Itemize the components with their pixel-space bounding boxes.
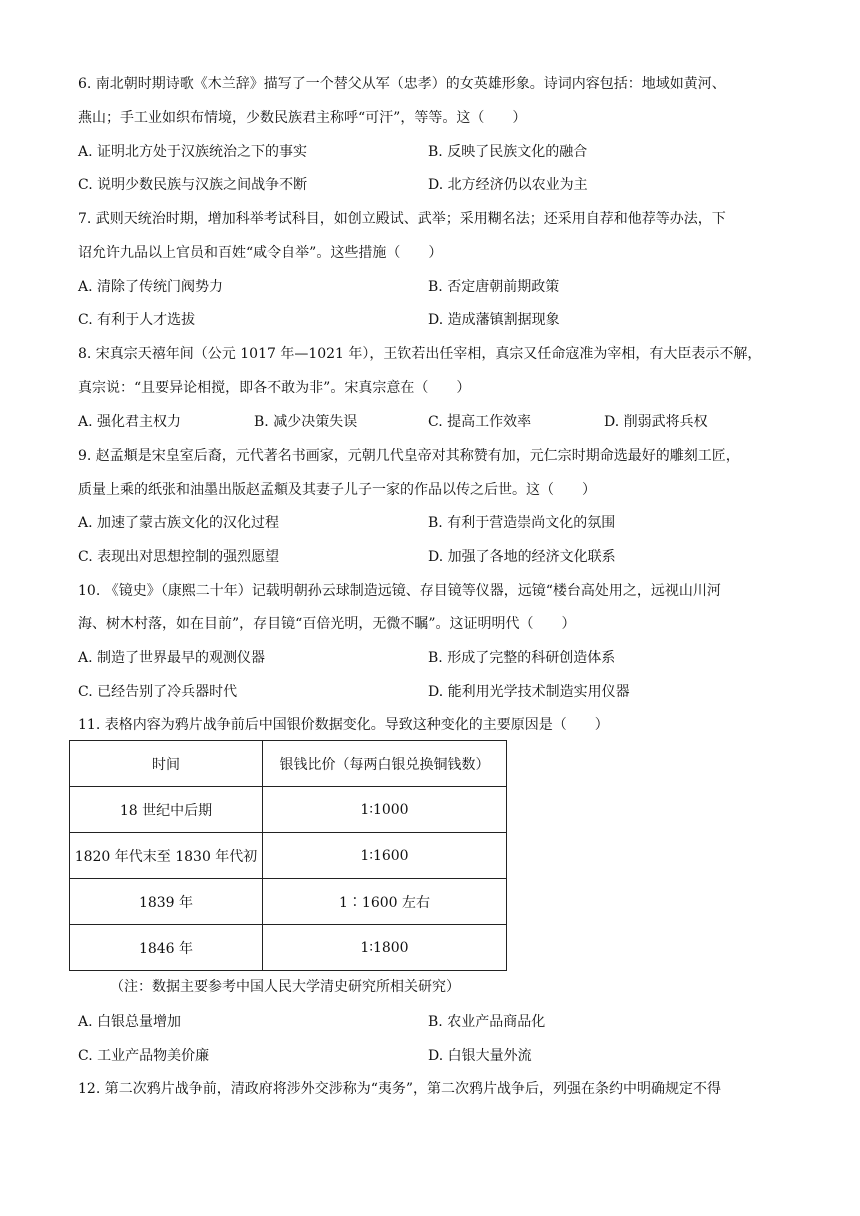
question-9-option-b: B. 有利于营造崇尚文化的氛围	[428, 515, 616, 531]
question-8-option-d: D. 削弱武将兵权	[604, 414, 708, 430]
table-cell: 1∶1600 左右	[263, 879, 507, 925]
question-6-line-1: 6. 南北朝时期诗歌《木兰辞》描写了一个替父从军（忠孝）的女英雄形象。诗词内容包括：地域如黄河、	[78, 76, 726, 92]
question-6-option-b: B. 反映了民族文化的融合	[428, 144, 588, 160]
question-12-line-1: 12. 第二次鸦片战争前，清政府将涉外交涉称为“夷务”，第二次鸦片战争后，列强在条约中明确规定不得	[78, 1081, 722, 1097]
question-10-option-a: A. 制造了世界最早的观测仪器	[78, 650, 266, 666]
question-9-line-1: 9. 赵孟頫是宋皇室后裔，元代著名书画家，元朝几代皇帝对其称赞有加，元仁宗时期命选最好的雕刻工匠，	[78, 448, 740, 464]
question-7-option-a: A. 清除了传统门阀势力	[78, 279, 224, 295]
table-cell: 1∶1800	[263, 925, 507, 971]
table-cell: 18 世纪中后期	[70, 787, 263, 833]
table-header-row	[70, 741, 507, 787]
question-6-line-2: 燕山；手工业如织布情境，少数民族君主称呼“可汗”，等等。这（ ）	[78, 110, 527, 126]
table-row	[70, 787, 507, 833]
question-8-option-c: C. 提高工作效率	[428, 414, 532, 430]
table-cell: 1846 年	[70, 925, 263, 971]
question-8-line-2: 真宗说：“且要异论相搅，即各不敢为非”。宋真宗意在（ ）	[78, 380, 471, 396]
question-7-option-c: C. 有利于人才选拔	[78, 312, 196, 328]
table-cell: 1∶1000	[263, 787, 507, 833]
question-7-line-1: 7. 武则天统治时期，增加科举考试科目，如创立殿试、武举；采用糊名法；还采用自荐和他荐等办法，下	[78, 211, 726, 227]
question-11-option-c: C. 工业产品物美价廉	[78, 1048, 210, 1064]
question-11-option-b: B. 农业产品商品化	[428, 1014, 546, 1030]
table-header-cell: 时间	[70, 741, 263, 787]
question-11-option-d: D. 白银大量外流	[428, 1048, 532, 1064]
question-9-line-2: 质量上乘的纸张和油墨出版赵孟頫及其妻子儿子一家的作品以传之后世。这（ ）	[78, 482, 596, 498]
question-9-option-c: C. 表现出对思想控制的强烈愿望	[78, 549, 280, 565]
question-8-line-1: 8. 宋真宗天禧年间（公元 1017 年—1021 年），王钦若出任宰相，真宗又任命寇准为宰相，有大臣表示不解，	[78, 346, 762, 362]
table-cell: 1∶1600	[263, 833, 507, 879]
table-note: （注：数据主要参考中国人民大学清史研究所相关研究）	[110, 979, 460, 995]
table-row	[70, 879, 507, 925]
question-10-option-d: D. 能利用光学技术制造实用仪器	[428, 684, 630, 700]
question-10-option-b: B. 形成了完整的科研创造体系	[428, 650, 616, 666]
question-7-line-2: 诏允许九品以上官员和百姓“咸令自举”。这些措施（ ）	[78, 245, 443, 261]
question-11-option-a: A. 白银总量增加	[78, 1014, 182, 1030]
silver-price-table	[69, 740, 507, 971]
question-11-line-1: 11. 表格内容为鸦片战争前后中国银价数据变化。导致这种变化的主要原因是（ ）	[78, 717, 609, 733]
question-6-option-a: A. 证明北方处于汉族统治之下的事实	[78, 144, 308, 160]
question-9-option-a: A. 加速了蒙古族文化的汉化过程	[78, 515, 280, 531]
question-9-option-d: D. 加强了各地的经济文化联系	[428, 549, 616, 565]
table-cell: 1820 年代末至 1830 年代初	[70, 833, 263, 879]
question-6-option-c: C. 说明少数民族与汉族之间战争不断	[78, 177, 308, 193]
table-row	[70, 833, 507, 879]
question-8-option-a: A. 强化君主权力	[78, 414, 182, 430]
question-8-option-b: B. 减少决策失误	[254, 414, 358, 430]
table-row	[70, 925, 507, 971]
question-10-option-c: C. 已经告别了冷兵器时代	[78, 684, 238, 700]
question-6-option-d: D. 北方经济仍以农业为主	[428, 177, 588, 193]
table-cell: 1839 年	[70, 879, 263, 925]
question-7-option-b: B. 否定唐朝前期政策	[428, 279, 560, 295]
question-10-line-1: 10. 《镜史》（康熙二十年）记载明朝孙云球制造远镜、存目镜等仪器，远镜“楼台高处用之，远视山川河	[78, 583, 721, 599]
question-10-line-2: 海、树木村落，如在目前”，存目镜“百倍光明，无微不瞩”。这证明明代（ ）	[78, 616, 576, 632]
table-header-cell: 银钱比价（每两白银兑换铜钱数）	[263, 741, 507, 787]
question-7-option-d: D. 造成藩镇割据现象	[428, 312, 560, 328]
